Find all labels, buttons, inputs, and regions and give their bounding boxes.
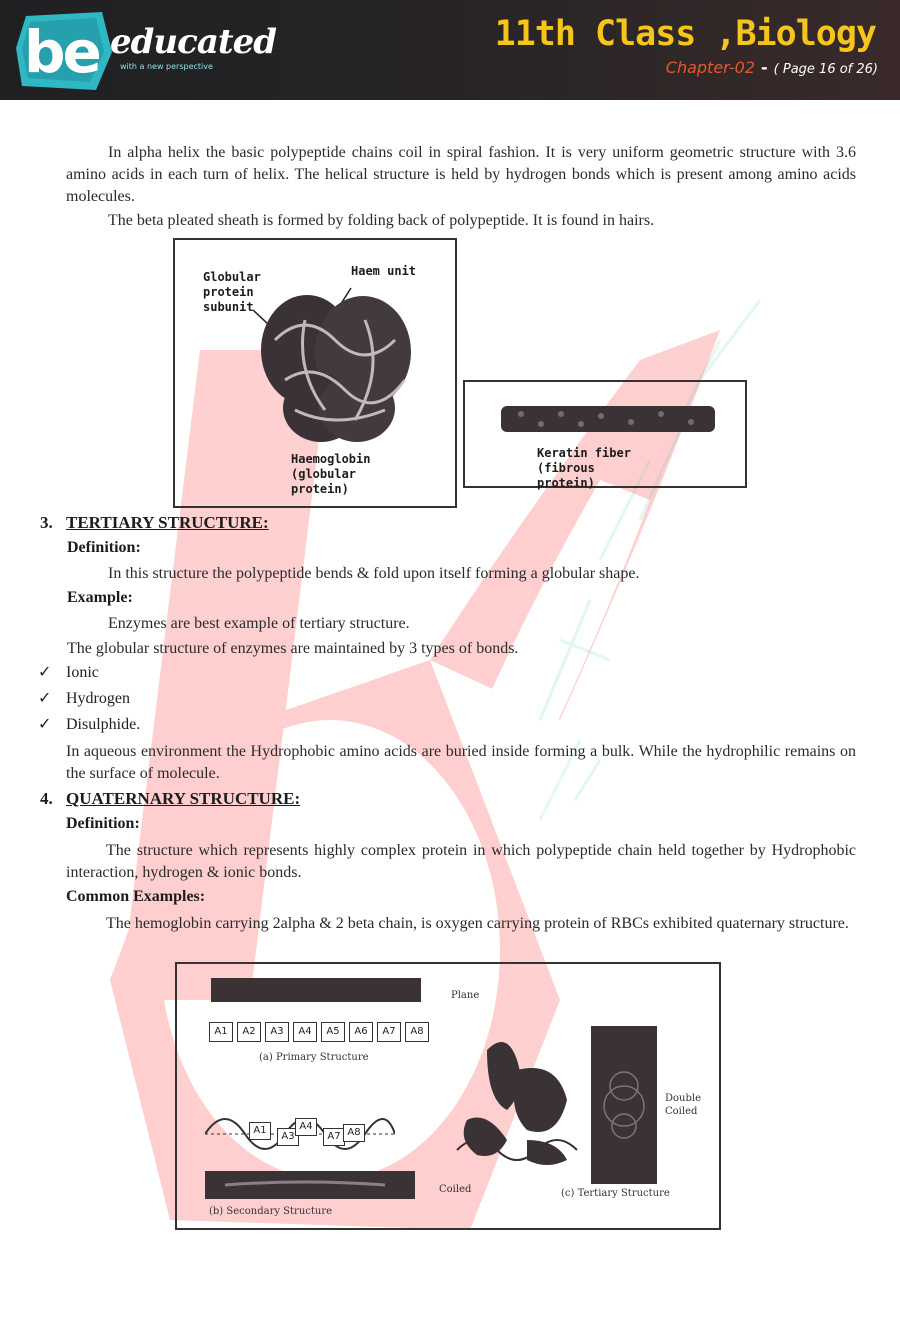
tertiary-fold-icon (447, 1030, 587, 1170)
section-title: TERTIARY STRUCTURE: (66, 513, 269, 532)
keratin-caption: Keratin fiber (fibrous protein) (537, 446, 631, 490)
plane-bar-icon (211, 976, 421, 1006)
page-number: ( Page 16 of 26) (773, 62, 878, 77)
separator-dash: - (761, 58, 768, 77)
bond-label: Disulphide. (66, 716, 141, 733)
plane-label: Plane (451, 990, 480, 1001)
helix-box-a7: A7 (323, 1128, 345, 1146)
beta-sheet-paragraph: The beta pleated sheath is formed by folding back of polypeptide. It is found in hairs. (108, 212, 655, 229)
quaternary-definition-text: The structure which represents highly complex protein in which polypeptide chain held together by Hydrophobic interaction, hydrogen & ionic bonds. (66, 842, 856, 881)
quaternary-examples-text: The hemoglobin carrying 2alpha & 2 beta chain, is oxygen carrying protein of RBCs exhibited quaternary structure. (106, 915, 849, 932)
common-examples-label: Common Examples: (66, 888, 206, 905)
check-mark-icon: ✓ (38, 662, 52, 681)
alpha-helix-paragraph: In alpha helix the basic polypeptide chains coil in spiral fashion. It is very uniform geometric structure with 3.6 amino acids in each turn of helix. The helical structure is held by hydrogen bonds which is present among amino acids molecules. (66, 144, 856, 205)
globular-subunit-label: Globular protein subunit (203, 270, 261, 314)
bond-label: Hydrogen (66, 690, 130, 707)
haem-unit-label: Haem unit (351, 264, 417, 278)
quaternary-definition-label: Definition: (66, 815, 140, 832)
haemoglobin-caption: Haemoglobin (globular protein) (291, 452, 371, 496)
bond-item-hydrogen (38, 688, 130, 708)
bonds-intro-text: The globular structure of enzymes are maintained by 3 types of bonds. (67, 640, 519, 657)
tertiary-structure-heading (40, 513, 269, 533)
logo-educated-text: educated (110, 22, 276, 62)
chapter-page-info (666, 58, 878, 77)
section-number: 3. (40, 513, 53, 532)
double-coiled-column-icon (591, 1026, 657, 1184)
aa-box-a3: A3 (265, 1022, 289, 1042)
aa-box-a5: A5 (321, 1022, 345, 1042)
haemoglobin-molecule-icon (245, 280, 435, 450)
class-subject-title: 11th Class ,Biology (494, 14, 876, 54)
bond-item-disulphide (38, 714, 140, 734)
keratin-fiber-icon (501, 402, 715, 436)
logo-tagline: with a new perspective (120, 62, 213, 71)
tertiary-example-text: Enzymes are best example of tertiary structure. (108, 615, 410, 632)
haemoglobin-figure (173, 238, 457, 508)
tertiary-example-label: Example: (67, 589, 133, 606)
page-header (0, 0, 900, 100)
double-coiled-label: Double Coiled (665, 1093, 701, 1117)
helix-box-a3: A3 (277, 1128, 299, 1146)
amino-acid-chain (209, 1022, 439, 1044)
bond-item-ionic (38, 662, 99, 682)
quaternary-structure-heading (40, 789, 300, 809)
tertiary-definition-label: Definition: (67, 539, 141, 556)
keratin-figure (463, 380, 747, 488)
aa-box-a2: A2 (237, 1022, 261, 1042)
aa-box-a1: A1 (209, 1022, 233, 1042)
aa-box-a8: A8 (405, 1022, 429, 1042)
coiled-bar-icon (205, 1169, 415, 1201)
beeducated-logo (12, 8, 276, 94)
logo-be-text: be (24, 18, 99, 86)
aa-box-a7: A7 (377, 1022, 401, 1042)
helix-box-a4: A4 (295, 1118, 317, 1136)
aa-box-a6: A6 (349, 1022, 373, 1042)
check-mark-icon: ✓ (38, 688, 52, 707)
coiled-label: Coiled (439, 1184, 472, 1195)
helix-box-a8: A8 (343, 1124, 365, 1142)
secondary-structure-caption: (b) Secondary Structure (209, 1206, 333, 1217)
helix-box-a1: A1 (249, 1122, 271, 1140)
tertiary-definition-text: In this structure the polypeptide bends & fold upon itself forming a globular shape. (108, 565, 640, 582)
primary-structure-caption: (a) Primary Structure (259, 1052, 369, 1063)
bond-label: Ionic (66, 664, 99, 681)
aa-box-a4: A4 (293, 1022, 317, 1042)
section-title: QUATERNARY STRUCTURE: (66, 789, 301, 808)
chapter-label: Chapter-02 (665, 58, 756, 77)
aqueous-environment-text: In aqueous environment the Hydrophobic amino acids are buried inside forming a bulk. While the hydrophilic remains on the surface of molecule. (66, 743, 856, 782)
tertiary-structure-caption: (c) Tertiary Structure (561, 1188, 670, 1199)
section-number: 4. (40, 789, 53, 808)
protein-structure-levels-figure (175, 962, 721, 1230)
check-mark-icon: ✓ (38, 714, 52, 733)
